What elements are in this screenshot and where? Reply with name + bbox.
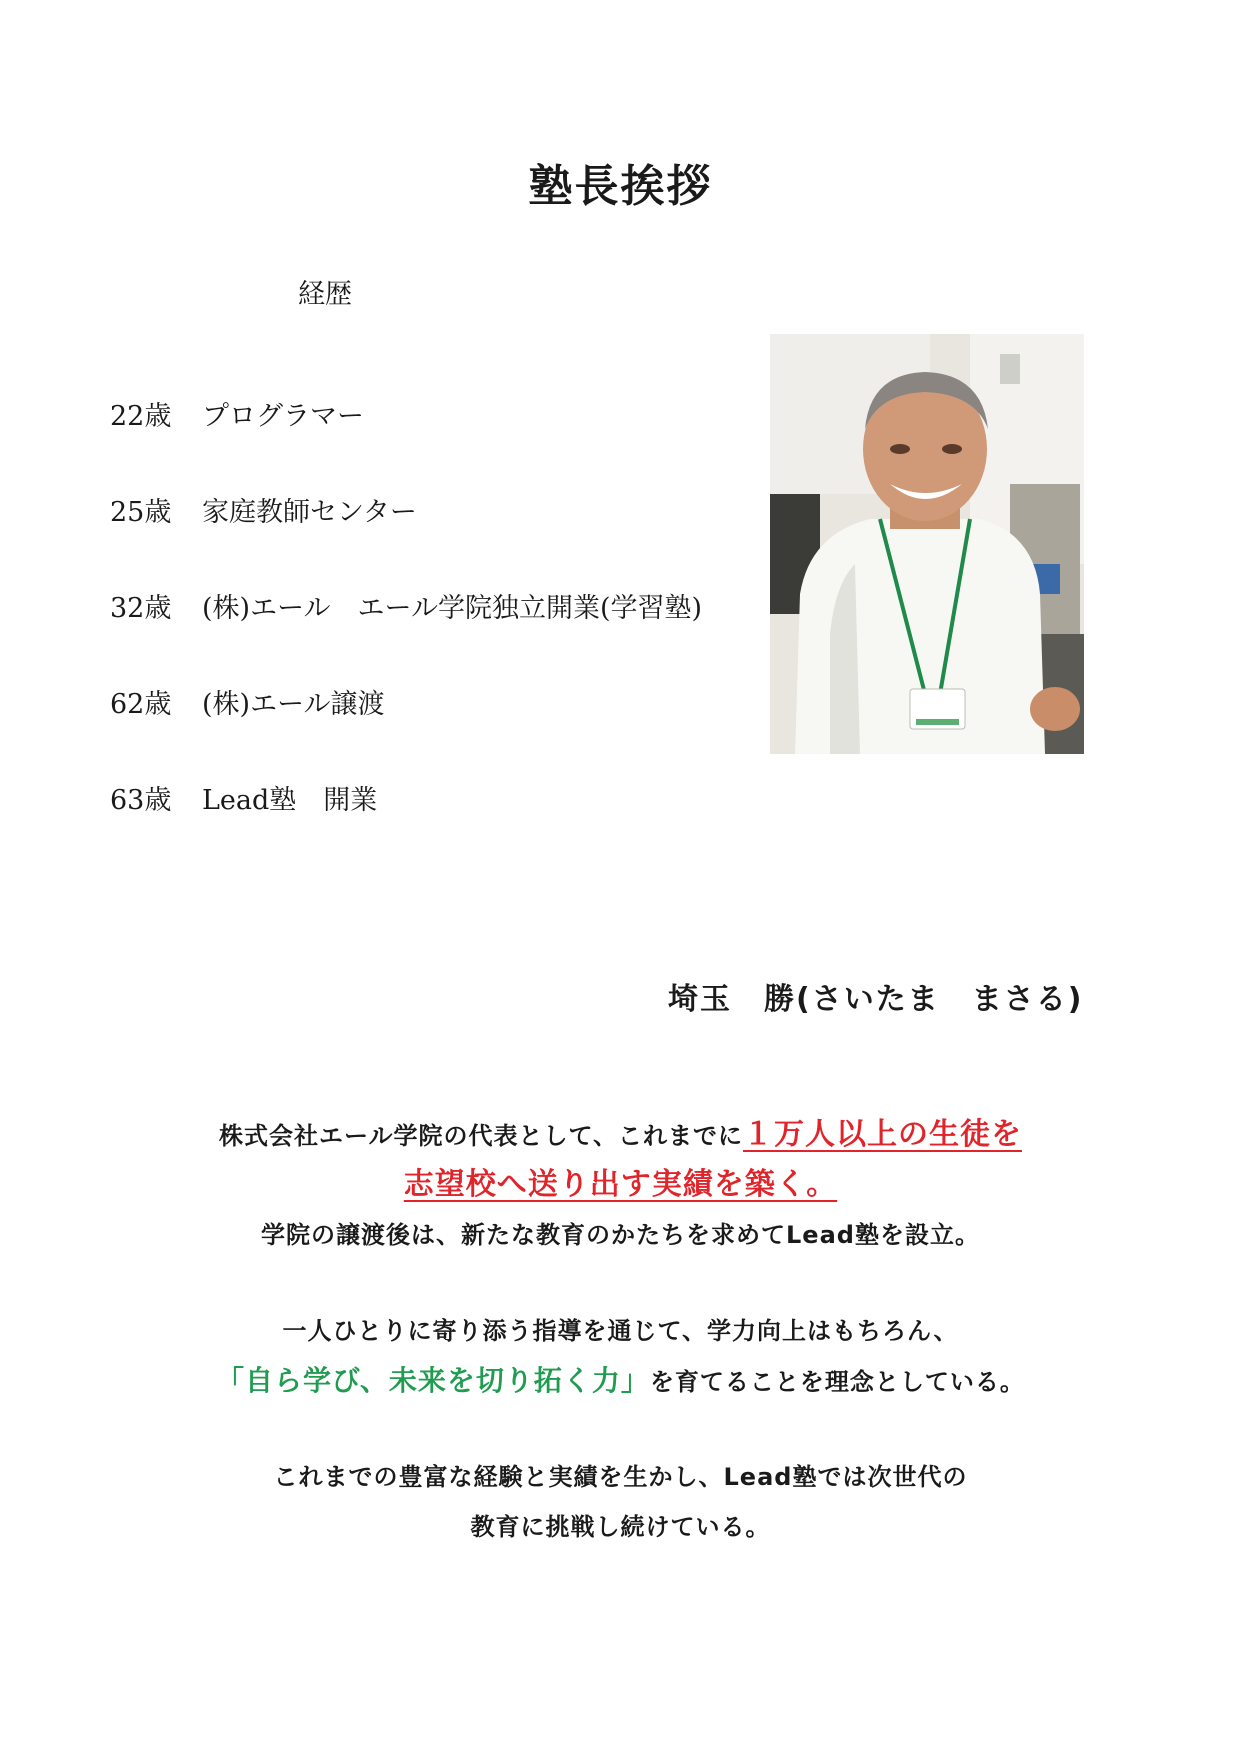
career-item	[110, 778, 702, 874]
message-block	[0, 1110, 1241, 1552]
principal-photo	[770, 334, 1084, 754]
career-text: (株)エール エール学院独立開業(学習塾)	[202, 593, 703, 624]
message-text: 株式会社エール学院の代表として、これまでに	[218, 1122, 744, 1150]
highlight-green: 「自ら学び、未来を切り拓く力」	[216, 1364, 650, 1397]
career-text: プログラマー	[202, 401, 364, 432]
message-line: 学院の譲渡後は、新たな教育のかたちを求めてLead塾を設立。	[261, 1221, 980, 1249]
message-line	[0, 1356, 1241, 1406]
message-line: 一人ひとりに寄り添う指導を通じて、学力向上はもちろん、	[282, 1317, 959, 1345]
career-text: (株)エール譲渡	[202, 689, 385, 720]
paragraph-gap	[0, 1260, 1241, 1306]
message-line	[0, 1160, 1241, 1210]
career-age: 22歳	[110, 401, 172, 432]
career-heading: 経歴	[298, 279, 352, 310]
page-title: 塾長挨拶	[528, 161, 713, 212]
message-text: を育てることを理念としている。	[649, 1368, 1025, 1396]
signature: 埼玉 勝(さいたま まさる)	[668, 982, 1084, 1017]
highlight-red: 志望校へ送り出す実績を築く。	[403, 1167, 838, 1202]
career-item	[110, 586, 702, 682]
message-line: 教育に挑戦し続けている。	[470, 1513, 771, 1541]
career-text: Lead塾 開業	[202, 785, 378, 816]
message-line: これまでの豊富な経験と実績を生かし、Lead塾では次世代の	[273, 1463, 968, 1491]
career-text: 家庭教師センター	[202, 497, 417, 528]
career-item	[110, 394, 702, 490]
career-age: 32歳	[110, 593, 172, 624]
career-age: 63歳	[110, 785, 172, 816]
career-item	[110, 490, 702, 586]
principal-photo-illustration	[770, 334, 1084, 754]
message-line	[0, 1110, 1241, 1160]
highlight-red: １万人以上の生徒を	[743, 1117, 1023, 1152]
career-item	[110, 682, 702, 778]
career-age: 25歳	[110, 497, 172, 528]
paragraph-gap	[0, 1406, 1241, 1452]
career-list	[110, 394, 702, 874]
career-age: 62歳	[110, 689, 172, 720]
